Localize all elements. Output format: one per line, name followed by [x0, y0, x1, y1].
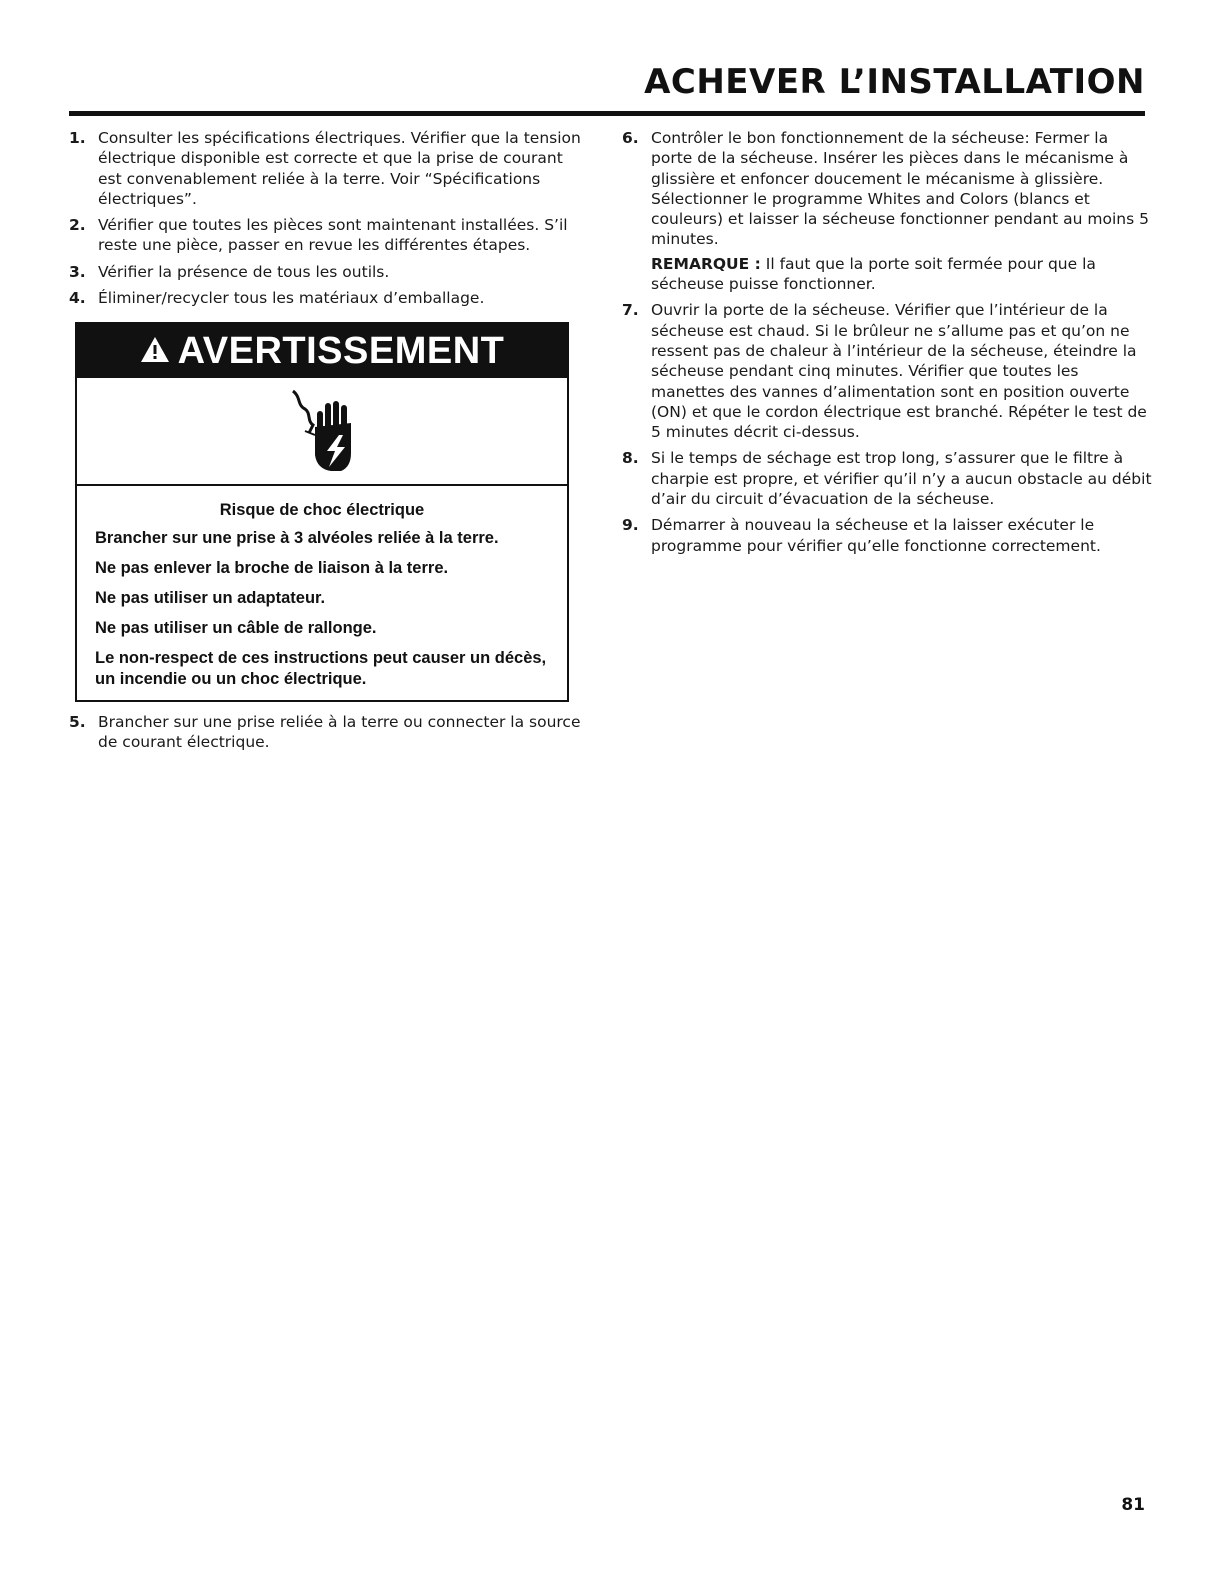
step-4 — [69, 288, 584, 308]
remark-note — [651, 254, 1152, 295]
step-text: Vérifier que toutes les pièces sont maintenant installées. S’il reste une pièce, passer en revue les différentes étapes. — [98, 216, 568, 255]
warning-header — [77, 324, 567, 378]
step-1 — [69, 128, 584, 209]
warning-triangle-icon — [140, 330, 170, 373]
step-number: 4. — [69, 289, 86, 308]
step-number: 6. — [622, 129, 639, 147]
step-text: Brancher sur une prise reliée à la terre ou connecter la source de courant électrique. — [98, 713, 581, 752]
page-title: ACHEVER L’INSTALLATION — [644, 62, 1145, 102]
warning-line: Le non-respect de ces instructions peut causer un décès, un incendie ou un choc électrique. — [95, 649, 547, 688]
step-number: 2. — [69, 216, 86, 235]
warning-icon-area — [77, 378, 567, 486]
electric-shock-hand-icon — [287, 383, 357, 479]
step-2 — [69, 215, 584, 256]
right-column — [622, 128, 1152, 562]
step-number: 1. — [69, 129, 86, 147]
step-text: Éliminer/recycler tous les matériaux d’emballage. — [98, 289, 485, 308]
remark-label: REMARQUE : — [651, 254, 761, 273]
step-5 — [69, 712, 589, 753]
step-text: Consulter les spécifications électriques. Vérifier que la tension électrique disponible est correcte et que la prise de courant est convenablement reliée à la terre. Voir “Spécifications électriques”. — [98, 129, 581, 208]
step-6 — [622, 128, 1152, 294]
step-text: Ouvrir la porte de la sécheuse. Vérifier que l’intérieur de la sécheuse est chaud. Si le brûleur ne s’allume pas et qu’on ne ressent pas de chaleur à l’intérieur de la sécheuse, éteindre la sécheuse pendant cinq minutes. Vérifier que toutes les manettes des vannes d’alimentation sont en position ouverte (ON) et que le cordon électrique est branché. Répéter le test de 5 minutes décrit ci-dessus. — [651, 301, 1147, 442]
warning-header-text: AVERTISSEMENT — [177, 329, 505, 372]
step-8 — [622, 448, 1152, 509]
step-text: Contrôler le bon fonctionnement de la sécheuse: Fermer la porte de la sécheuse. Insérer les pièces dans le mécanisme à glissière et enfoncer doucement le mécanisme à glissière. Sélectionner le programme Whites and Colors (blancs et couleurs) et laisser la sécheuse fonctionner pendant au moins 5 minutes. — [651, 129, 1149, 249]
right-steps-list — [622, 128, 1152, 556]
remark-text: Il faut que la porte soit fermée pour que la sécheuse puisse fonctionner. — [651, 254, 1096, 294]
step-text: Vérifier la présence de tous les outils. — [98, 262, 390, 281]
step-7 — [622, 300, 1152, 442]
step-number: 8. — [622, 449, 639, 468]
step-number: 3. — [69, 262, 86, 281]
warning-line: Ne pas utiliser un adaptateur. — [95, 589, 326, 607]
warning-body — [77, 486, 567, 690]
step-number: 7. — [622, 301, 639, 320]
page-number: 81 — [1121, 1495, 1145, 1515]
step-9 — [622, 515, 1152, 556]
left-steps-list — [69, 128, 584, 308]
left-column — [69, 128, 584, 314]
step-number: 9. — [622, 516, 639, 535]
warning-line: Ne pas enlever la broche de liaison à la terre. — [95, 559, 449, 577]
step-text: Démarrer à nouveau la sécheuse et la laisser exécuter le programme pour vérifier qu’elle fonctionne correctement. — [651, 516, 1101, 555]
step-number: 5. — [69, 713, 86, 731]
title-rule — [69, 111, 1145, 116]
warning-risk-title: Risque de choc électrique — [219, 501, 425, 519]
warning-box — [75, 322, 569, 702]
warning-line: Ne pas utiliser un câble de rallonge. — [95, 619, 377, 637]
step-text: Si le temps de séchage est trop long, s’assurer que le filtre à charpie est propre, et vérifier qu’il n’y a aucun obstacle au débit d’air du circuit d’évacuation de la sécheuse. — [651, 449, 1152, 509]
warning-line: Brancher sur une prise à 3 alvéoles reliée à la terre. — [95, 529, 499, 547]
step-3 — [69, 262, 584, 282]
